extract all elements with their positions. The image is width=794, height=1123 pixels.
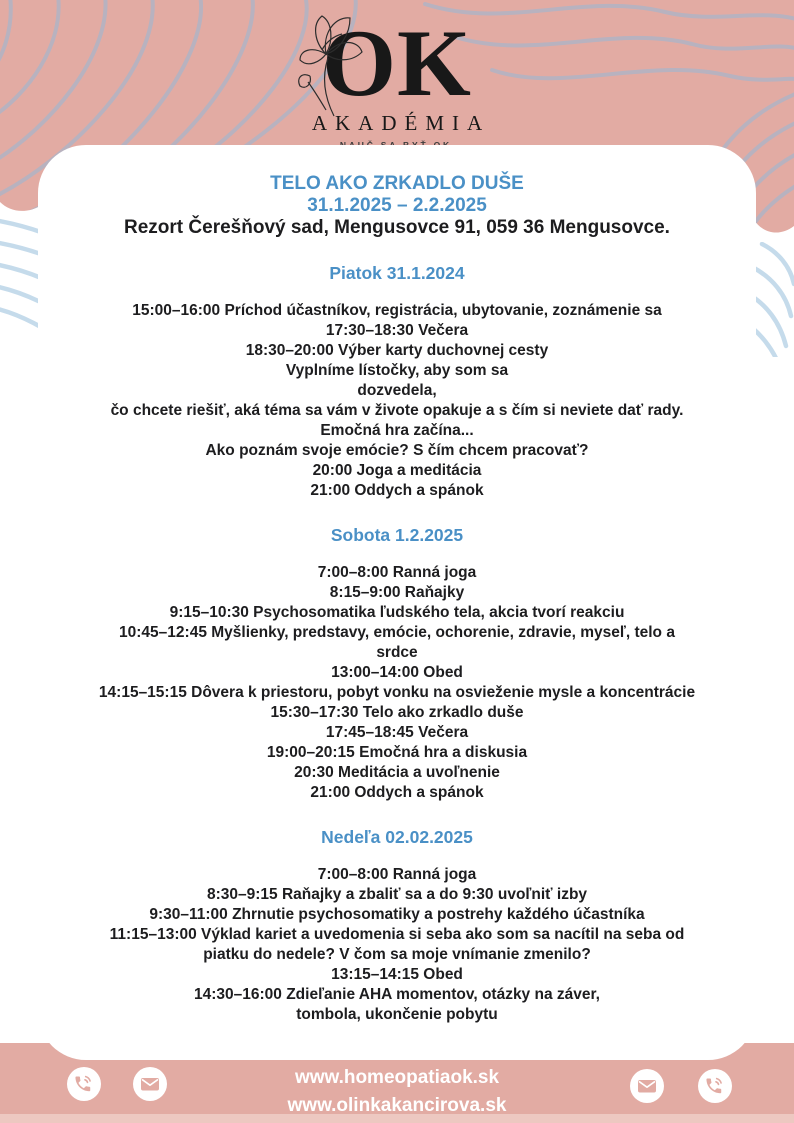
schedule-line: 9:30–11:00 Zhrnutie psychosomatiky a postrehy každého účastníka (149, 906, 645, 923)
schedule-line: 20:00 Joga a meditácia (312, 462, 482, 479)
website-link-secondary: www.olinkakancirova.sk (287, 1095, 507, 1116)
logo-name: AKADÉMIA (311, 111, 491, 135)
section-lines (42, 865, 752, 1025)
section-lines (42, 301, 752, 501)
schedule-line: 14:30–16:00 Zdieľanie AHA momentov, otázky na záver, (194, 986, 600, 1003)
event-title: TELO AKO ZRKADLO DUŠE (270, 173, 524, 194)
section-lines (42, 563, 752, 803)
schedule-line: 13:00–14:00 Obed (331, 664, 463, 681)
schedule-line: 10:45–12:45 Myšlienky, predstavy, emócie, ochorenie, zdravie, myseľ, telo a (119, 624, 675, 641)
schedule-line: srdce (376, 644, 418, 661)
schedule-card (38, 145, 756, 1060)
schedule-line: 17:45–18:45 Večera (325, 724, 469, 741)
schedule-line: Emočná hra začína... (320, 422, 474, 439)
schedule-line: 8:15–9:00 Raňajky (329, 584, 465, 601)
phone-icon (698, 1069, 732, 1103)
flower-icon (292, 12, 372, 122)
schedule-line: piatku do nedele? V čom sa moje vnímanie zmenilo? (203, 946, 591, 963)
logo-brand: OK (322, 10, 472, 116)
schedule-line: 15:00–16:00 Príchod účastníkov, registrácia, ubytovanie, zoznámenie sa (132, 302, 662, 319)
schedule-line: 11:15–13:00 Výklad kariet a uvedomenia si seba ako som sa nacítil na seba od (109, 926, 685, 943)
schedule-line: 17:30–18:30 Večera (325, 322, 469, 339)
event-dates: 31.1.2025 – 2.2.2025 (307, 195, 487, 216)
schedule-line: 21:00 Oddych a spánok (310, 482, 484, 499)
schedule-line: 7:00–8:00 Ranná joga (317, 866, 477, 883)
schedule-line: 19:00–20:15 Emočná hra a diskusia (266, 744, 528, 761)
email-icon (630, 1069, 664, 1103)
schedule-line: 21:00 Oddych a spánok (310, 784, 484, 801)
event-venue: Rezort Čerešňový sad, Mengusovce 91, 059 36 Mengusovce. (124, 217, 670, 238)
schedule-line: Ako poznám svoje emócie? S čím chcem pracovať? (205, 442, 589, 459)
schedule-line: 20:30 Meditácia a uvoľnenie (294, 764, 500, 781)
website-link-primary: www.homeopatiaok.sk (294, 1067, 500, 1088)
schedule-line: čo chcete riešiť, aká téma sa vám v živote opakuje a s čím si neviete dať rady. (110, 402, 684, 419)
schedule-line: 18:30–20:00 Výber karty duchovnej cesty (245, 342, 549, 359)
schedule-line: tombola, ukončenie pobytu (296, 1006, 498, 1023)
schedule-sections (42, 263, 752, 1025)
schedule-line: 14:15–15:15 Dôvera k priestoru, pobyt vonku na osvieženie mysle a koncentrácie (98, 684, 696, 701)
section-heading: Nedeľa 02.02.2025 (321, 827, 473, 847)
footer (0, 1043, 794, 1123)
schedule-line: 15:30–17:30 Telo ako zrkadlo duše (270, 704, 524, 721)
section-heading: Sobota 1.2.2025 (330, 525, 464, 545)
schedule-line: 8:30–9:15 Raňajky a zbaliť sa a do 9:30 uvoľniť izby (206, 886, 588, 903)
section-heading: Piatok 31.1.2024 (329, 263, 465, 283)
schedule-line: 13:15–14:15 Obed (331, 966, 463, 983)
schedule-line: 9:15–10:30 Psychosomatika ľudského tela, akcia tvorí reakciu (169, 604, 625, 621)
schedule-line: dozvedela, (357, 382, 437, 399)
schedule-line: Vyplníme lístočky, aby som sa (285, 362, 509, 379)
logo (0, 0, 794, 150)
schedule-line: 7:00–8:00 Ranná joga (317, 564, 477, 581)
